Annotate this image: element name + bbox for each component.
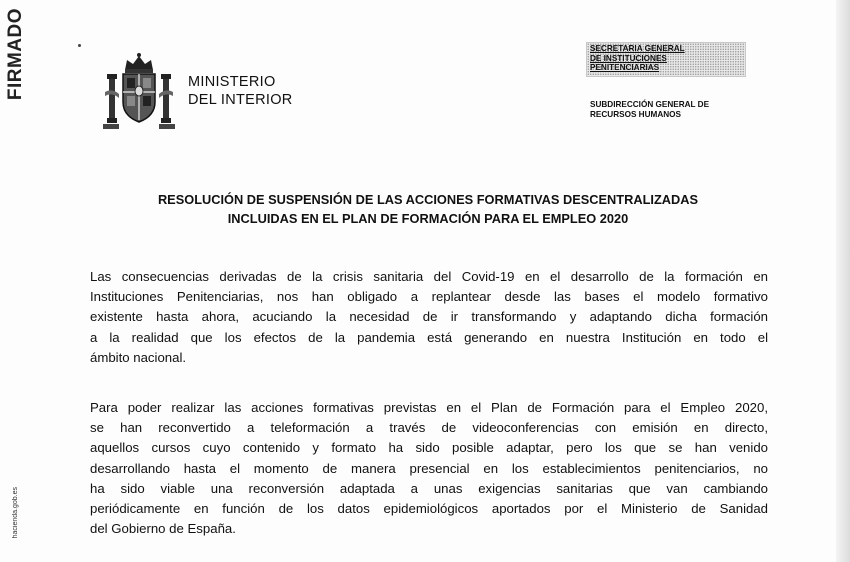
- paragraph-line: Instituciones Penitenciarias, nos han obligado a replantear desde las bases el modelo formativo: [90, 289, 768, 305]
- paragraph-line: Las consecuencias derivadas de la crisis sanitaria del Covid-19 en el desarrollo de la formación en: [90, 269, 768, 284]
- title-line-2: INCLUIDAS EN EL PLAN DE FORMACIÓN PARA EL EMPLEO 2020: [227, 211, 629, 226]
- subdireccion-line-2: RECURSOS HUMANOS: [590, 110, 681, 119]
- coat-of-arms-icon: [103, 52, 175, 130]
- paragraph-line: Para poder realizar las acciones formativas previstas en el Plan de Formación para el Empleo 2020,: [90, 400, 768, 415]
- paragraph-line: se han reconvertido a teleformación a través de videoconferencias con emisión en directo,: [90, 420, 768, 436]
- paragraph-line: ha sido viable una reconversión adaptada a unas exigencias sanitarias que van cambiando: [90, 480, 768, 496]
- subdireccion-line-1: SUBDIRECCIÓN GENERAL DE: [590, 100, 710, 109]
- paragraph-line: existente hasta ahora, acuciando la necesidad de ir transformando y adaptando dicha formación: [90, 309, 768, 325]
- paragraph-1: [90, 267, 768, 368]
- title-line-1: RESOLUCIÓN DE SUSPENSIÓN DE LAS ACCIONES FORMATIVAS DESCENTRALIZADAS: [157, 192, 699, 207]
- paragraph-line: a la realidad que los efectos de la pandemia está generando en nuestra Institución en todo el: [90, 329, 768, 345]
- paragraph-line: periódicamente en función de los datos epidemiológicos aportados por el Ministerio de Sanidad: [90, 501, 768, 517]
- secretaria-general: [590, 44, 685, 73]
- secretaria-line-2: DE INSTITUCIONES: [590, 53, 667, 63]
- paragraph-line: del Gobierno de España.: [90, 521, 236, 537]
- ministry-line-1: MINISTERIO: [188, 74, 276, 90]
- subdireccion-general: [590, 100, 709, 120]
- ministry-name: [188, 73, 293, 109]
- secretaria-line-1: SECRETARIA GENERAL: [590, 44, 685, 53]
- secretaria-line-3: PENITENCIARIAS: [590, 63, 660, 72]
- paragraph-line: ámbito nacional.: [90, 349, 187, 365]
- side-footer: hacienda.gob.es: [12, 487, 19, 539]
- paragraph-line: aquellos cursos cuyo contenido y formato ha sido posible adaptar, pero los que se han venido: [90, 440, 768, 456]
- document-title: [90, 190, 766, 228]
- paragraph-line: desarrollando hasta el momento de manera presencial en los establecimientos penitenciarios, no: [90, 460, 768, 476]
- page-edge-shadow: [836, 0, 850, 562]
- paragraph-2: [90, 398, 768, 539]
- signature-stamp: FIRMADO: [5, 8, 26, 101]
- ministry-line-2: DEL INTERIOR: [188, 92, 293, 108]
- scan-dot: [78, 44, 81, 47]
